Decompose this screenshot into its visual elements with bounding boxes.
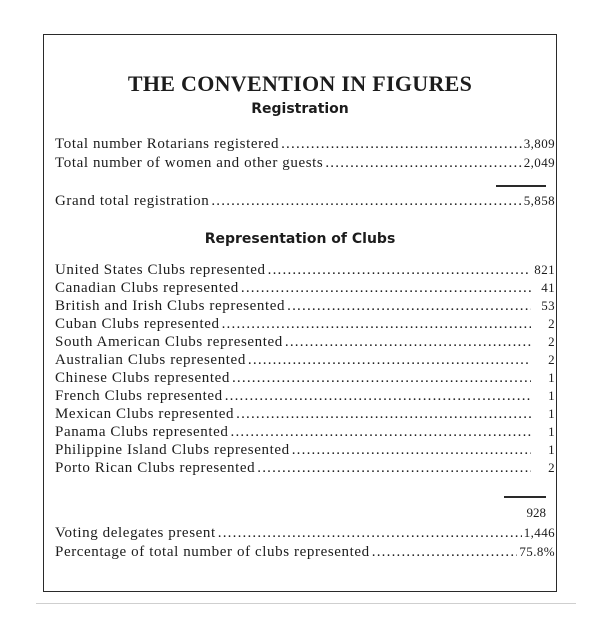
row-label: South American Clubs represented	[55, 334, 283, 350]
row-value: 1	[548, 388, 555, 403]
row-value: 41	[541, 280, 555, 295]
total-rule	[496, 185, 546, 187]
club-row	[55, 460, 555, 478]
leader-dots	[285, 334, 531, 351]
club-row	[55, 352, 555, 370]
club-row	[55, 334, 555, 352]
row-label: Mexican Clubs represented	[55, 406, 235, 422]
clubs-total: 928	[526, 505, 546, 520]
page-edge-line	[36, 603, 576, 604]
club-row	[55, 406, 555, 424]
row-label: Percentage of total number of clubs represented	[55, 544, 370, 560]
row-value: 2,049	[523, 155, 555, 170]
row-label: Total number of women and other guests	[55, 155, 324, 171]
row-value: 2	[548, 352, 555, 367]
row-value: 2	[548, 460, 555, 475]
leader-dots	[218, 525, 522, 542]
leader-dots	[287, 298, 531, 315]
leader-dots	[372, 544, 518, 561]
club-row	[55, 370, 555, 388]
leader-dots	[241, 280, 531, 297]
figures-panel	[43, 34, 557, 592]
row-label: Panama Clubs represented	[55, 424, 229, 440]
club-row	[55, 442, 555, 460]
leader-dots	[211, 193, 521, 210]
club-row	[55, 298, 555, 316]
registration-heading: Registration	[251, 101, 349, 117]
registration-row	[55, 155, 555, 173]
clubs-total-rule	[504, 496, 546, 498]
row-value: 75.8%	[519, 544, 555, 559]
clubs-heading: Representation of Clubs	[204, 231, 396, 247]
row-value: 2	[548, 334, 555, 349]
row-label: British and Irish Clubs represented	[55, 298, 286, 314]
row-value: 1	[548, 406, 555, 421]
leader-dots	[281, 136, 522, 153]
row-label: Chinese Clubs represented	[55, 370, 230, 386]
club-row	[55, 388, 555, 406]
row-label: Australian Clubs represented	[55, 352, 246, 368]
leader-dots	[292, 442, 531, 459]
row-label: Philippine Island Clubs represented	[55, 442, 290, 458]
club-row	[55, 262, 555, 280]
leader-dots	[232, 370, 531, 387]
row-label: French Clubs represented	[55, 388, 223, 404]
club-row	[55, 424, 555, 442]
row-value: 1	[548, 442, 555, 457]
summary-row	[55, 525, 555, 543]
registration-row	[55, 136, 555, 154]
row-value: 821	[534, 262, 555, 277]
row-label: Total number Rotarians registered	[55, 136, 280, 152]
row-label: Cuban Clubs represented	[55, 316, 220, 332]
row-label: Grand total registration	[55, 193, 210, 209]
row-value: 3,809	[523, 136, 555, 151]
row-label: Voting delegates present	[55, 525, 216, 541]
leader-dots	[257, 460, 531, 477]
summary-row	[55, 544, 555, 562]
row-value: 1	[548, 424, 555, 439]
leader-dots	[231, 424, 531, 441]
club-row	[55, 280, 555, 298]
leader-dots	[325, 155, 521, 172]
row-value: 1	[548, 370, 555, 385]
row-label: Porto Rican Clubs represented	[55, 460, 256, 476]
row-value: 5,858	[523, 193, 555, 208]
leader-dots	[225, 388, 531, 405]
row-value: 2	[548, 316, 555, 331]
leader-dots	[222, 316, 531, 333]
row-value: 53	[541, 298, 555, 313]
row-label: Canadian Clubs represented	[55, 280, 239, 296]
grand-total-row	[55, 193, 555, 211]
club-row	[55, 316, 555, 334]
leader-dots	[236, 406, 531, 423]
row-label: United States Clubs represented	[55, 262, 266, 278]
page-title: THE CONVENTION IN FIGURES	[127, 71, 473, 96]
leader-dots	[248, 352, 531, 369]
leader-dots	[268, 262, 531, 279]
row-value: 1,446	[523, 525, 555, 540]
